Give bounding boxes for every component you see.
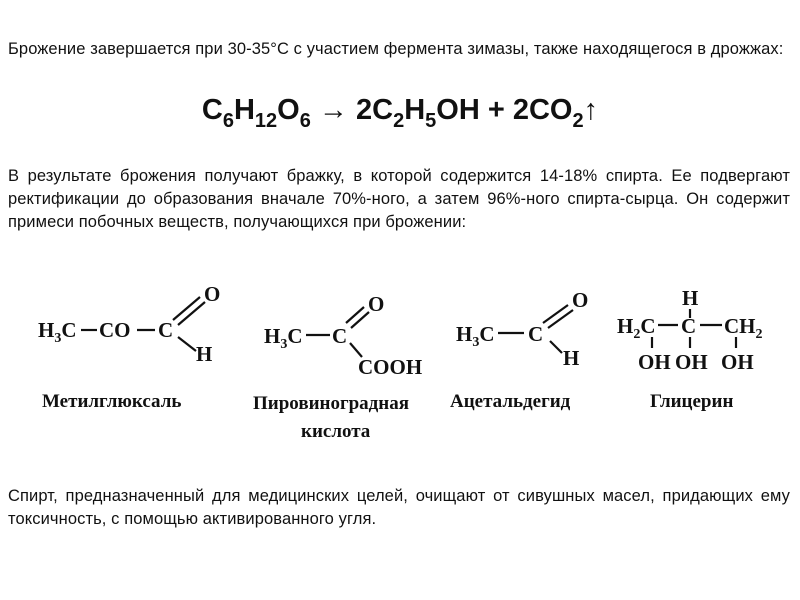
- reaction-arrow: →: [318, 94, 348, 126]
- methylglyoxal-c-label: C: [158, 318, 174, 342]
- acetaldehyde-c-label: C: [528, 322, 544, 346]
- glycerol-h-label: H: [682, 286, 699, 310]
- acetaldehyde-bond-h: [550, 341, 562, 353]
- glycerol-c-label: C: [681, 314, 697, 338]
- pyruvic-acid-structure: [253, 292, 422, 442]
- acetaldehyde-o-label: O: [572, 288, 589, 312]
- glycerol-oh2-label: OH: [675, 350, 708, 374]
- pyruvic-acid-name-line2: кислота: [301, 421, 371, 442]
- acetaldehyde-name: Ацетальдегид: [450, 391, 571, 412]
- pyruvic-o-label: O: [368, 292, 385, 316]
- glycerol-oh1-label: OH: [638, 350, 671, 374]
- glycerol-structure: [617, 286, 763, 412]
- methylglyoxal-name: Метилглюксаль: [42, 391, 182, 412]
- pyruvic-c-label: C: [332, 324, 348, 348]
- equation-product-ethanol: $2C_2H_5OH$: [355, 94, 480, 132]
- byproduct-structures-figure: [0, 285, 800, 455]
- acetaldehyde-ch3-label: $H_3C$: [456, 322, 495, 350]
- pyruvic-double-bond-b: [351, 312, 369, 328]
- gas-evolution-arrow: ↑: [583, 94, 599, 126]
- purification-paragraph: Спирт, предназначенный для медицинских целей, очищают от сивушных масел, придающих ему токсичность, с помощью активированного угля.: [8, 487, 790, 528]
- methylglyoxal-structure: [38, 285, 220, 412]
- pyruvic-ch3-label: $H_3C$: [264, 324, 303, 352]
- acetaldehyde-double-bond-b: [548, 310, 573, 328]
- glycerol-ch2-left-label: $H_2C$: [617, 314, 656, 342]
- methylglyoxal-co-label: CO: [99, 318, 131, 342]
- acetaldehyde-h-label: H: [563, 346, 580, 370]
- pyruvic-cooh-label: COOH: [358, 355, 423, 379]
- fermentation-intro-paragraph: Брожение завершается при 30-35°С с участием фермента зимазы, также находящегося в дрожжах:: [8, 40, 784, 58]
- acetaldehyde-double-bond-a: [543, 305, 568, 323]
- glycerol-ch2-right-label: $CH_2$: [724, 314, 763, 342]
- methylglyoxal-o-label: O: [204, 285, 221, 306]
- fermentation-equation: [0, 88, 800, 132]
- glycerol-oh3-label: OH: [721, 350, 754, 374]
- glycerol-name: Глицерин: [650, 391, 734, 412]
- acetaldehyde-structure: [450, 288, 588, 412]
- methylglyoxal-bond-h: [178, 337, 196, 351]
- pyruvic-acid-name-line1: Пировиноградная: [253, 393, 410, 414]
- equation-reactant: $C_6H_{12}O_6$: [201, 94, 311, 132]
- rectification-paragraph: В результате брожения получают бражку, в которой содержится 14-18% спирта. Ее подвергают ректификации до образования вначале 70%-ного, а затем 96%-ного спирта-сырца. Он содержит примеси побочных веществ, получающихся при брожении:: [8, 167, 790, 231]
- plus-sign: +: [487, 94, 505, 126]
- methylglyoxal-ch3-label: $H_3C$: [38, 318, 77, 346]
- equation-product-co2: $2CO_2$: [512, 94, 584, 132]
- pyruvic-double-bond-a: [346, 307, 364, 323]
- methylglyoxal-h-label: H: [196, 342, 213, 366]
